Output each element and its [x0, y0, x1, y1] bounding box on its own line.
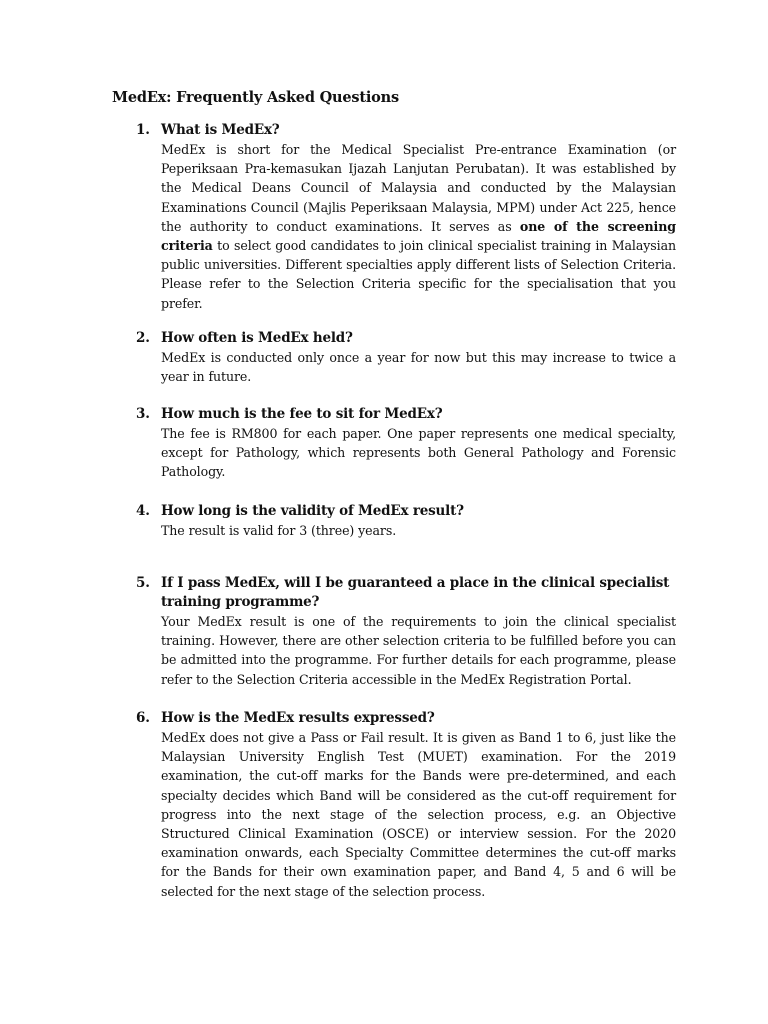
faq-item-3: [136, 405, 676, 482]
faq-question-text-1: What is MedEx?: [161, 122, 280, 138]
faq-question-text-4: How long is the validity of MedEx result?: [161, 503, 464, 519]
faq-answer-1: [136, 140, 676, 313]
faq-answer-5: Your MedEx result is one of the requirements to join the clinical specialist training. However, there are other selection criteria to be fulfilled before you can be admitted into the programme. For further details for each programme, please refer to the Selection Criteria accessible in the MedEx Registration Portal.: [161, 614, 676, 687]
faq-answer-6: MedEx does not give a Pass or Fail result. It is given as Band 1 to 6, just like the Malaysian University English Test (MUET) examination. For the 2019 examination, the cut-off marks for the Bands were pre-determined, and each specialty decides which Band will be considered as the cut-off requirement for progress into the next stage of the selection process, e.g. an Objective Structured Clinical Examination (OSCE) or interview session. For the 2020 examination onwards, each Specialty Committee determines the cut-off marks for the Bands for their own examination paper, and Band 4, 5 and 6 will be selected for the next stage of the selection process.: [161, 730, 676, 899]
faq-number-6: 6.: [136, 710, 150, 726]
faq-question-4: [136, 502, 676, 521]
faq-question-1: [136, 121, 676, 140]
faq-number-1: 1.: [136, 122, 150, 138]
faq-question-2: [136, 329, 676, 348]
faq-item-6: [136, 709, 676, 901]
faq-question-text-6: How is the MedEx results expressed?: [161, 710, 435, 726]
faq-question-5: [136, 574, 676, 612]
faq-question-text-3: How much is the fee to sit for MedEx?: [161, 406, 443, 422]
faq-number-5: 5.: [136, 575, 150, 591]
document-title: MedEx: Frequently Asked Questions: [112, 89, 399, 106]
faq-answer-3: The fee is RM800 for each paper. One paper represents one medical specialty, except for Pathology, which represents both General Pathology and Forensic Pathology.: [161, 426, 676, 480]
faq-answer-1-part-a: MedEx is short for the Medical Specialist Pre-entrance Examination (or Peperiksaan Pra-kemasukan Ijazah Lanjutan Perubatan). It was established by the Medical Deans Council of Malaysia and conducted by the Malaysian Examinations Council (Majlis Peperiksaan Malaysia, MPM) under Act 225, hence the authority to conduct examinations. It serves as: [161, 142, 676, 234]
faq-item-4: [136, 502, 676, 540]
faq-number-2: 2.: [136, 330, 150, 346]
faq-answer-1-emphasis: one of the screening criteria: [161, 218, 676, 254]
faq-question-text-2: How often is MedEx held?: [161, 330, 353, 346]
faq-answer-4: The result is valid for 3 (three) years.: [161, 523, 397, 538]
faq-number-4: 4.: [136, 503, 150, 519]
faq-question-6: [136, 709, 676, 728]
faq-item-2: [136, 329, 676, 386]
faq-question-3: [136, 405, 676, 424]
faq-answer-2: MedEx is conducted only once a year for now but this may increase to twice a year in future.: [161, 350, 676, 385]
faq-answer-1-part-b: to select good candidates to join clinical specialist training in Malaysian public universities. Different specialties apply different lists of Selection Criteria. Please refer to the Selection Criteria specific for the specialisation that you prefer.: [161, 238, 676, 311]
faq-number-3: 3.: [136, 406, 150, 422]
faq-item-5: [136, 574, 676, 689]
faq-question-text-5: If I pass MedEx, will I be guaranteed a place in the clinical specialist training programme?: [161, 575, 670, 610]
faq-item-1: [136, 121, 676, 313]
